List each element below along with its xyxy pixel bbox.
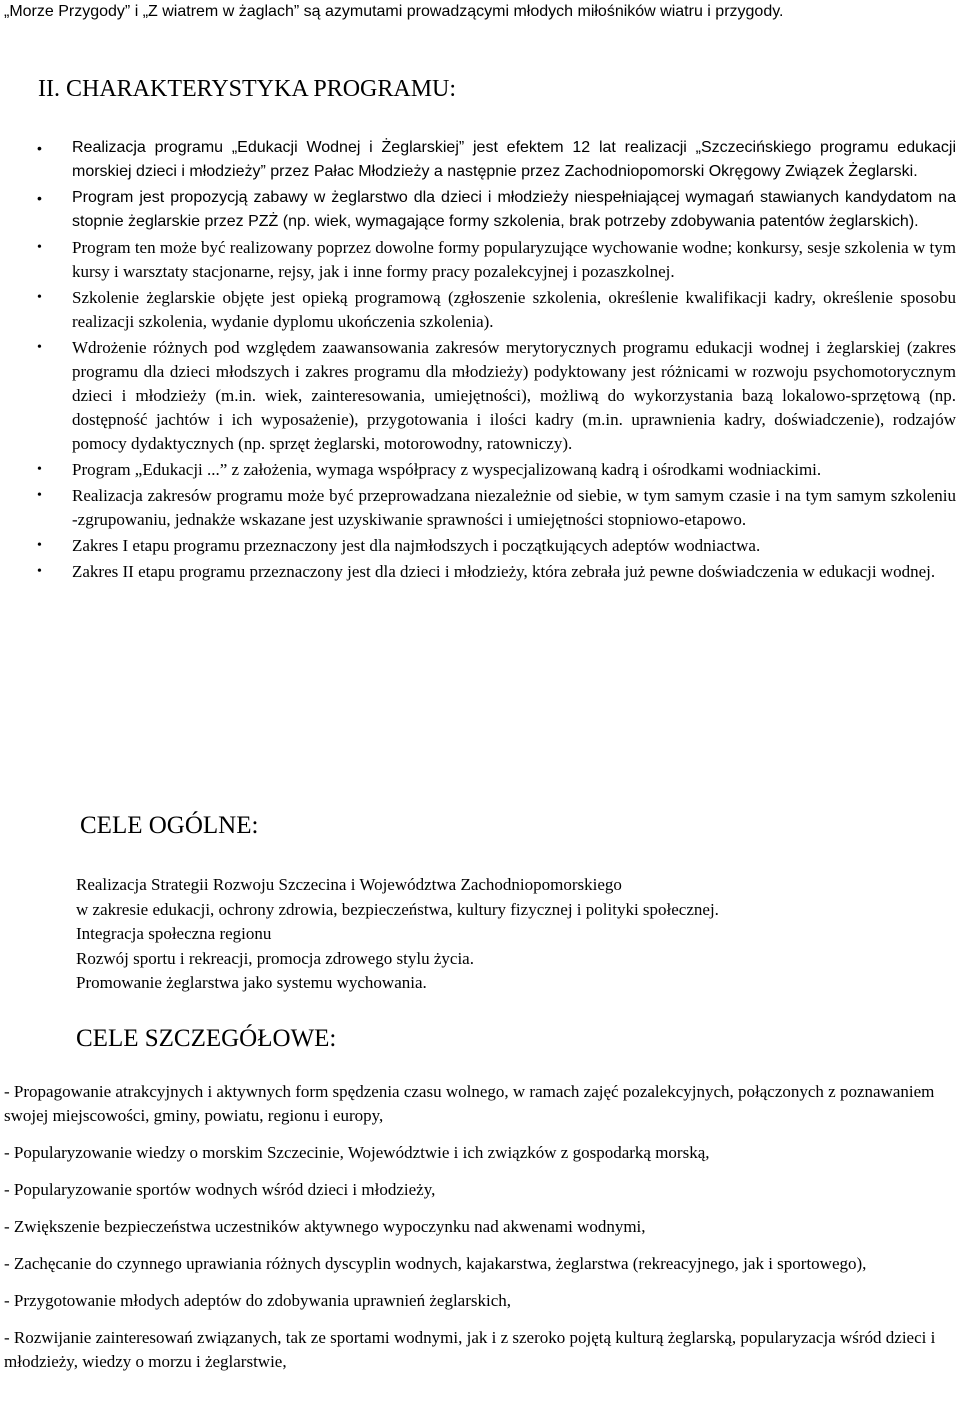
detailed-goal-item: - Popularyzowanie wiedzy o morskim Szczecinie, Województwie i ich związków z gospodarką morską, [4,1143,710,1162]
general-goal-line: w zakresie edukacji, ochrony zdrowia, bezpieczeństwa, kultury fizycznej i polityki społecznej. [76,899,719,919]
detailed-goal-item: - Rozwijanie zainteresowań związanych, tak ze sportami wodnymi, jak i z szeroko pojętą kulturą żeglarską, popularyzacja wśród dzieci i młodzieży, wiedzy o morzu i żeglarstwie, [4,1328,936,1371]
list-item [0,236,956,284]
list-item-text: Program jest propozycją zabawy w żeglarstwo dla dzieci i młodzieży niespełniającej wymagań stawianych kandydatom na stopnie żeglarskie przez PZŻ (np. wiek, wymagające formy szkolenia, brak potrzeby zdobywania patentów żeglarskich). [72,189,956,230]
general-goal-line: Promowanie żeglarstwa jako systemu wychowania. [76,973,427,992]
list-item-text: Realizacja zakresów programu może być przeprowadzana niezależnie od siebie, w tym samym czasie i na tym samym szkoleniu -zgrupowaniu, jednakże wskazane jest uzyskiwanie sprawności i umiejętności stopniowo-etapowo. [72,486,956,529]
general-goal-line: Realizacja Strategii Rozwoju Szczecina i Województwa Zachodniopomorskiego [76,875,622,894]
bullet-icon: • [37,462,42,477]
general-goals-heading: CELE OGÓLNE: [80,812,259,839]
bullet-icon: • [37,488,42,503]
list-item [0,136,956,184]
detailed-goal-item: - Zachęcanie do czynnego uprawiania różnych dyscyplin wodnych, kajakarstwa, żeglarstwa (rekreacyjnego, jak i sportowego), [4,1254,867,1273]
list-item-text: Realizacja programu „Edukacji Wodnej i Żeglarskiej” jest efektem 12 lat realizacji „Szczecińskiego programu edukacji morskiej dzieci i młodzieży” przez Pałac Młodzieży a następnie przez Zachodniopomorski Okręgowy Związek Żeglarski. [72,139,956,180]
list-item-text: Program ten może być realizowany poprzez dowolne formy popularyzujące wychowanie wodne; konkursy, sesje szkolenia w tym kursy i warsztaty stacjonarne, rejsy, jak i inne formy pracy pozalekcyjnej i pozaszkolnej. [72,238,956,281]
list-item-text: Zakres I etapu programu przeznaczony jest dla najmłodszych i początkujących adeptów wodniactwa. [72,536,761,555]
bullet-icon: • [37,538,42,553]
detailed-goal-item: - Propagowanie atrakcyjnych i aktywnych form spędzenia czasu wolnego, w ramach zajęć pozalekcyjnych, połączonych z poznawaniem swojej miejscowości, gminy, powiatu, regionu i europy, [4,1082,935,1125]
list-item-text: Zakres II etapu programu przeznaczony jest dla dzieci i młodzieży, która zebrała już pewne doświadczenia w edukacji wodnej. [72,562,936,581]
bullet-icon: • [37,140,42,156]
list-item [0,534,956,558]
detailed-goal-item: - Przygotowanie młodych adeptów do zdobywania uprawnień żeglarskich, [4,1291,512,1310]
list-item-text: Szkolenie żeglarskie objęte jest opieką programową (zgłoszenie szkolenia, określenie kwalifikacji kadry, określenie sposobu realizacji szkolenia, wydanie dyplomu ukończenia szkolenia). [72,288,956,331]
characteristics-list [0,136,956,586]
list-item [0,560,956,584]
bullet-icon: • [37,564,42,579]
section-heading: II. CHARAKTERYSTYKA PROGRAMU: [38,76,457,102]
general-goal-line: Rozwój sportu i rekreacji, promocja zdrowego stylu życia. [76,948,474,968]
list-item [0,336,956,456]
bullet-icon: • [37,290,42,305]
list-item [0,458,956,482]
general-goals-list [76,873,956,996]
list-item [0,484,956,532]
general-goal-line: Integracja społeczna regionu [76,924,272,943]
intro-paragraph: „Morze Przygody” i „Z wiatrem w żaglach” są azymutami prowadzącymi młodych miłośników wiatru i przygody. [4,3,784,20]
bullet-icon: • [37,190,42,206]
bullet-icon: • [37,340,42,355]
detailed-goals-heading: CELE SZCZEGÓŁOWE: [76,1025,337,1052]
detailed-goals-list [4,1080,956,1387]
list-item [0,186,956,234]
detailed-goal-item: - Popularyzowanie sportów wodnych wśród dzieci i młodzieży, [4,1180,436,1199]
bullet-icon: • [37,240,42,255]
detailed-goal-item: - Zwiększenie bezpieczeństwa uczestników aktywnego wypoczynku nad akwenami wodnymi, [4,1217,646,1236]
list-item-text: Program „Edukacji ...” z założenia, wymaga współpracy z wyspecjalizowaną kadrą i ośrodkami wodniackimi. [72,460,822,479]
list-item [0,286,956,334]
list-item-text: Wdrożenie różnych pod względem zaawansowania zakresów merytorycznych programu edukacji wodnej i żeglarskiej (zakres programu dla dzieci młodszych i zakres programu dla młodzieży) podyktowany jest różnicami w rozwoju psychomotorycznym dzieci i młodzieży (m.in. wiek, zainteresowania, umiejętności), możliwą do wykorzystania bazą lokalowo-sprzętową (np. dostępność jachtów i ich wyposażenie), przygotowania i ilości kadry (m.in. uprawnienia kadry, doświadczenie), rodzajów pomocy dydaktycznych (np. sprzęt żeglarski, motorowodny, ratowniczy). [72,338,956,453]
